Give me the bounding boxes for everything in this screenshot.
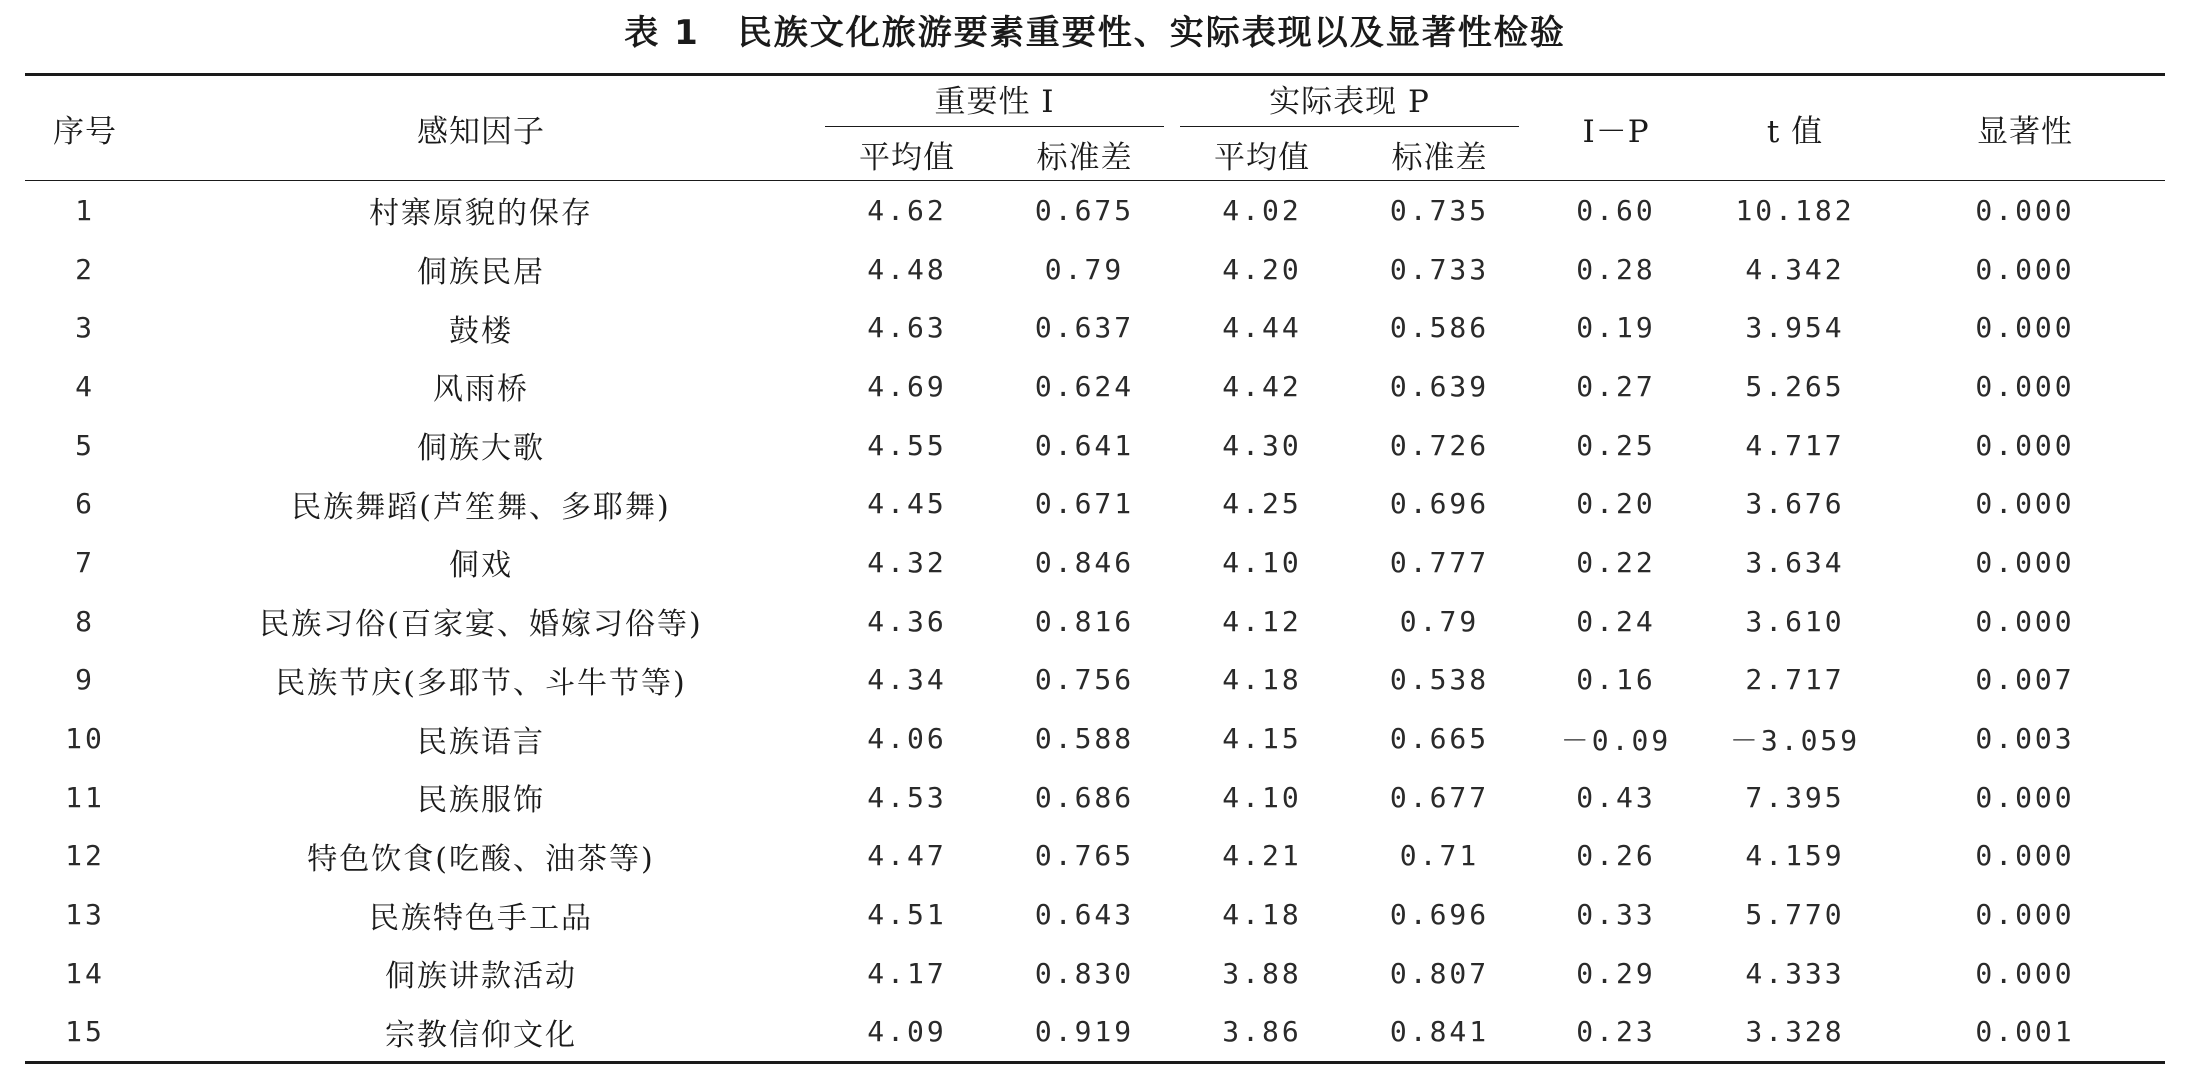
- cell-importance-sd: 0.675: [1034, 193, 1135, 227]
- cell-factor: 侗戏: [449, 548, 513, 584]
- cell-factor: 民族习俗(百家宴、婚嫁习俗等): [259, 607, 703, 643]
- cell-index: 12: [65, 839, 105, 873]
- cell-factor: 民族特色手工品: [369, 900, 593, 936]
- cell-importance-sd: 0.830: [1034, 956, 1135, 990]
- table-row: [25, 1003, 2165, 1063]
- cell-performance-mean: 4.02: [1222, 193, 1302, 227]
- cell-factor: 民族服饰: [417, 783, 545, 819]
- table-row: [25, 651, 2165, 710]
- header-performance: 实际表现 P: [1180, 78, 1519, 127]
- cell-factor: 民族节庆(多耶节、斗牛节等): [275, 665, 687, 701]
- cell-importance-mean: 4.45: [867, 487, 947, 521]
- cell-significance: 0.000: [1975, 545, 2075, 579]
- cell-diff: 0.26: [1576, 839, 1656, 873]
- cell-performance-mean: 4.20: [1222, 252, 1302, 286]
- table-row: [25, 885, 2165, 944]
- cell-t-value: 3.328: [1745, 1015, 1845, 1049]
- cell-t-value: 5.770: [1745, 898, 1845, 932]
- cell-significance: 0.000: [1975, 311, 2075, 345]
- cell-significance: 0.000: [1975, 369, 2075, 403]
- cell-t-value: 3.610: [1745, 604, 1845, 638]
- cell-importance-sd: 0.641: [1034, 428, 1135, 462]
- cell-significance: 0.003: [1975, 722, 2075, 756]
- cell-importance-sd: 0.588: [1034, 722, 1135, 756]
- table-row: [25, 181, 2165, 240]
- table-number: 表 1: [624, 13, 700, 53]
- cell-significance: 0.007: [1975, 663, 2075, 697]
- cell-performance-mean: 3.86: [1222, 1015, 1302, 1049]
- cell-importance-sd: 0.846: [1034, 545, 1135, 579]
- cell-t-value: 7.395: [1745, 780, 1845, 814]
- cell-diff: 0.23: [1576, 1015, 1656, 1049]
- table-row: [25, 357, 2165, 416]
- cell-factor: 鼓楼: [449, 313, 513, 349]
- cell-index: 7: [75, 545, 95, 579]
- cell-diff: 0.60: [1576, 193, 1656, 227]
- cell-index: 5: [75, 428, 95, 462]
- cell-performance-mean: 4.10: [1222, 780, 1302, 814]
- cell-importance-sd: 0.643: [1034, 898, 1135, 932]
- cell-performance-sd: 0.71: [1399, 839, 1480, 873]
- cell-index: 10: [65, 722, 105, 756]
- cell-importance-sd: 0.919: [1034, 1015, 1135, 1049]
- cell-t-value: 3.634: [1745, 545, 1845, 579]
- table-title: 民族文化旅游要素重要性、实际表现以及显著性检验: [737, 13, 1566, 53]
- cell-importance-mean: 4.62: [867, 193, 947, 227]
- cell-diff: 0.25: [1576, 428, 1656, 462]
- cell-factor: 民族舞蹈(芦笙舞、多耶舞): [291, 489, 671, 525]
- cell-performance-mean: 4.18: [1222, 898, 1302, 932]
- cell-diff: 0.24: [1576, 604, 1656, 638]
- cell-t-value: 5.265: [1745, 369, 1845, 403]
- cell-significance: 0.001: [1975, 1015, 2075, 1049]
- cell-factor: 侗族讲款活动: [385, 959, 577, 995]
- cell-performance-sd: 0.586: [1389, 311, 1490, 345]
- table-row: [25, 240, 2165, 299]
- cell-importance-sd: 0.816: [1034, 604, 1135, 638]
- cell-diff: 0.28: [1576, 252, 1656, 286]
- cell-performance-sd: 0.677: [1389, 780, 1490, 814]
- cell-importance-sd: 0.756: [1034, 663, 1135, 697]
- table-row: [25, 298, 2165, 357]
- cell-performance-sd: 0.538: [1389, 663, 1490, 697]
- cell-performance-mean: 4.21: [1222, 839, 1302, 873]
- cell-significance: 0.000: [1975, 428, 2075, 462]
- table-row: [25, 416, 2165, 475]
- header-factor: 感知因子: [145, 75, 817, 181]
- cell-performance-mean: 4.25: [1222, 487, 1302, 521]
- header-importance: 重要性 I: [825, 78, 1164, 127]
- cell-index: 4: [75, 369, 95, 403]
- cell-performance-mean: 4.18: [1222, 663, 1302, 697]
- header-sig: 显著性: [1885, 75, 2165, 181]
- cell-diff: 0.29: [1576, 956, 1656, 990]
- cell-factor: 侗族民居: [417, 255, 545, 291]
- cell-performance-sd: 0.807: [1389, 956, 1490, 990]
- cell-significance: 0.000: [1975, 780, 2075, 814]
- cell-performance-mean: 4.30: [1222, 428, 1302, 462]
- cell-significance: 0.000: [1975, 898, 2075, 932]
- cell-diff: 0.33: [1576, 898, 1656, 932]
- cell-importance-mean: 4.34: [867, 663, 947, 697]
- table-row: [25, 592, 2165, 651]
- cell-index: 13: [65, 898, 105, 932]
- cell-performance-sd: 0.639: [1389, 369, 1490, 403]
- table-body: [25, 181, 2165, 1063]
- cell-performance-mean: 4.42: [1222, 369, 1302, 403]
- cell-importance-sd: 0.624: [1034, 369, 1135, 403]
- cell-index: 9: [75, 663, 95, 697]
- cell-significance: 0.000: [1975, 839, 2075, 873]
- cell-t-value: 4.159: [1745, 839, 1845, 873]
- header-importance-sd: 标准差: [997, 128, 1172, 181]
- cell-importance-mean: 4.51: [867, 898, 947, 932]
- table-row: [25, 768, 2165, 827]
- header-t: t 值: [1705, 75, 1885, 181]
- cell-index: 6: [75, 487, 95, 521]
- cell-importance-sd: 0.79: [1044, 252, 1125, 286]
- cell-performance-sd: 0.696: [1389, 487, 1490, 521]
- cell-importance-mean: 4.69: [867, 369, 947, 403]
- cell-significance: 0.000: [1975, 956, 2075, 990]
- cell-importance-sd: 0.765: [1034, 839, 1135, 873]
- cell-diff: 0.43: [1576, 780, 1656, 814]
- cell-performance-mean: 4.12: [1222, 604, 1302, 638]
- header-diff: I－P: [1527, 75, 1705, 181]
- cell-importance-sd: 0.637: [1034, 311, 1135, 345]
- table-row: [25, 533, 2165, 592]
- cell-index: 1: [75, 193, 95, 227]
- cell-performance-sd: 0.777: [1389, 545, 1490, 579]
- cell-importance-mean: 4.53: [867, 780, 947, 814]
- header-importance-group: [817, 75, 1172, 129]
- cell-performance-mean: 3.88: [1222, 956, 1302, 990]
- cell-importance-mean: 4.32: [867, 545, 947, 579]
- cell-significance: 0.000: [1975, 487, 2075, 521]
- cell-performance-sd: 0.79: [1399, 604, 1480, 638]
- cell-index: 8: [75, 604, 95, 638]
- cell-t-value: 4.342: [1745, 252, 1845, 286]
- cell-performance-sd: 0.735: [1389, 193, 1490, 227]
- cell-t-value: 2.717: [1745, 663, 1845, 697]
- cell-performance-sd: 0.726: [1389, 428, 1490, 462]
- cell-index: 11: [65, 780, 105, 814]
- cell-factor: 村寨原貌的保存: [369, 196, 593, 232]
- cell-significance: 0.000: [1975, 193, 2075, 227]
- cell-index: 14: [65, 956, 105, 990]
- header-index: 序号: [25, 75, 145, 181]
- cell-importance-mean: 4.09: [867, 1015, 947, 1049]
- cell-t-value: 4.717: [1745, 428, 1845, 462]
- cell-diff: －0.09: [1560, 723, 1672, 757]
- header-importance-mean: 平均值: [817, 128, 997, 181]
- cell-index: 15: [65, 1015, 105, 1049]
- cell-importance-mean: 4.48: [867, 252, 947, 286]
- table-row: [25, 827, 2165, 886]
- cell-performance-sd: 0.733: [1389, 252, 1490, 286]
- cell-t-value: 10.182: [1735, 193, 1855, 227]
- table-row: [25, 709, 2165, 768]
- cell-factor: 宗教信仰文化: [385, 1017, 577, 1053]
- cell-diff: 0.20: [1576, 487, 1656, 521]
- cell-factor: 特色饮食(吃酸、油茶等): [307, 841, 655, 877]
- cell-diff: 0.27: [1576, 369, 1656, 403]
- cell-importance-mean: 4.36: [867, 604, 947, 638]
- data-table: [25, 73, 2165, 1064]
- cell-factor: 侗族大歌: [417, 431, 545, 467]
- cell-importance-mean: 4.63: [867, 311, 947, 345]
- table-caption: [0, 8, 2190, 58]
- cell-importance-sd: 0.686: [1034, 780, 1135, 814]
- table-row: [25, 474, 2165, 533]
- cell-diff: 0.16: [1576, 663, 1656, 697]
- cell-importance-mean: 4.55: [867, 428, 947, 462]
- cell-performance-sd: 0.841: [1389, 1015, 1490, 1049]
- cell-importance-mean: 4.06: [867, 722, 947, 756]
- cell-performance-mean: 4.44: [1222, 311, 1302, 345]
- cell-importance-sd: 0.671: [1034, 487, 1135, 521]
- cell-diff: 0.22: [1576, 545, 1656, 579]
- cell-performance-mean: 4.15: [1222, 722, 1302, 756]
- cell-performance-mean: 4.10: [1222, 545, 1302, 579]
- header-performance-mean: 平均值: [1172, 128, 1352, 181]
- cell-factor: 民族语言: [417, 724, 545, 760]
- cell-importance-mean: 4.47: [867, 839, 947, 873]
- cell-significance: 0.000: [1975, 604, 2075, 638]
- cell-performance-sd: 0.696: [1389, 898, 1490, 932]
- cell-performance-sd: 0.665: [1389, 722, 1490, 756]
- cell-t-value: 4.333: [1745, 956, 1845, 990]
- cell-importance-mean: 4.17: [867, 956, 947, 990]
- header-performance-sd: 标准差: [1352, 128, 1527, 181]
- table-row: [25, 944, 2165, 1003]
- cell-factor: 风雨桥: [433, 372, 529, 408]
- cell-index: 3: [75, 311, 95, 345]
- table-header: [25, 75, 2165, 181]
- cell-t-value: 3.954: [1745, 311, 1845, 345]
- header-performance-group: [1172, 75, 1527, 129]
- cell-t-value: 3.676: [1745, 487, 1845, 521]
- cell-index: 2: [75, 252, 95, 286]
- cell-t-value: －3.059: [1729, 723, 1861, 757]
- cell-significance: 0.000: [1975, 252, 2075, 286]
- cell-diff: 0.19: [1576, 311, 1656, 345]
